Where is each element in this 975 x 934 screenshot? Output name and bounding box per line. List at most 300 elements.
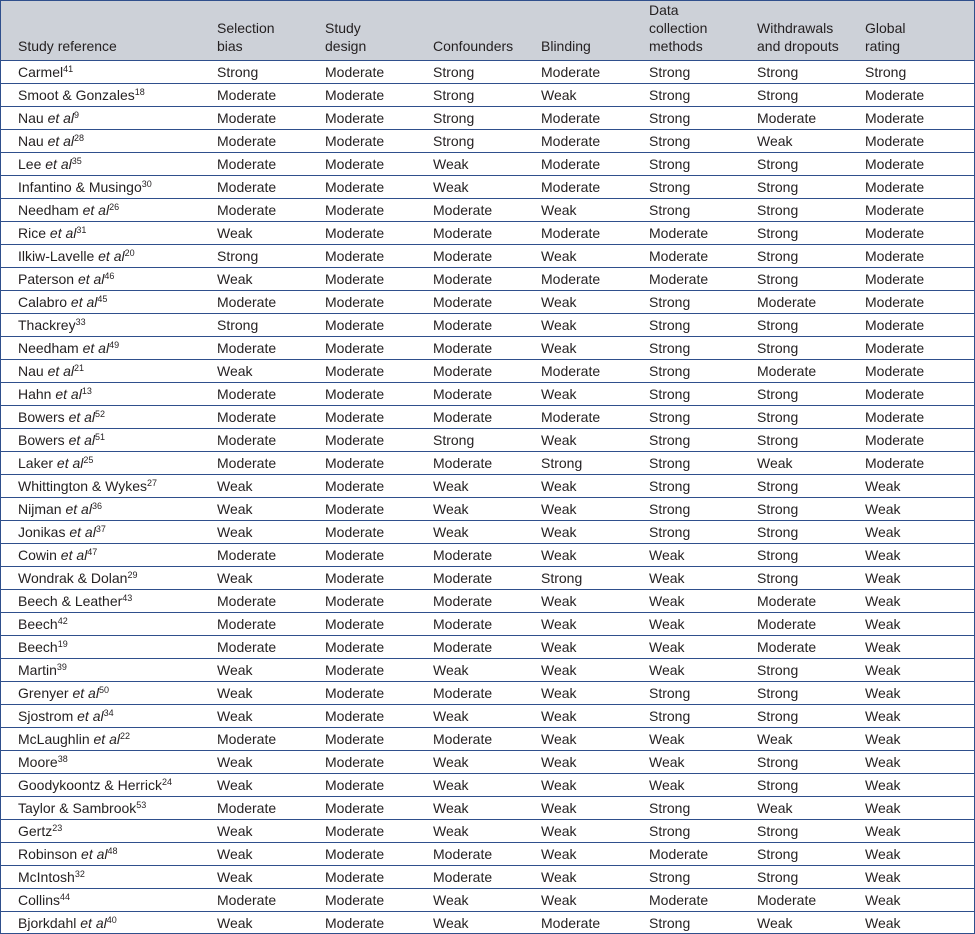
rating-cell: Moderate [416,222,524,245]
rating-cell: Strong [632,199,740,222]
rating-cell: Moderate [416,268,524,291]
table-row [1,337,974,360]
citation-number: 47 [87,547,98,557]
rating-cell: Moderate [416,682,524,705]
rating-cell: Moderate [200,337,308,360]
study-reference-cell [1,659,200,682]
table-row [1,452,974,475]
rating-cell: Weak [848,498,974,521]
et-al-text: et al [72,685,99,701]
rating-cell: Strong [632,866,740,889]
rating-cell: Strong [632,498,740,521]
et-al-text: et al [68,432,96,448]
rating-cell: Weak [416,153,524,176]
rating-cell: Weak [848,567,974,590]
table-row [1,245,974,268]
rating-cell: Weak [848,544,974,567]
rating-cell: Weak [416,889,524,912]
table-row [1,682,974,705]
rating-cell: Weak [524,429,632,452]
table-row [1,498,974,521]
citation-number: 24 [161,777,172,787]
et-al-text: et al [69,524,96,540]
study-reference-cell [1,222,200,245]
rating-cell: Weak [524,613,632,636]
study-reference-cell [1,613,200,636]
rating-cell: Strong [740,659,848,682]
rating-cell: Weak [757,915,793,931]
et-al-text: et al [77,271,105,287]
rating-cell: Strong [632,314,740,337]
study-reference-cell [1,429,200,452]
rating-cell: Moderate [325,915,385,931]
rating-cell: Weak [524,84,632,107]
citation-number: 19 [57,639,68,649]
table-row [1,61,974,84]
rating-cell: Moderate [632,245,740,268]
rating-cell: Moderate [308,429,416,452]
rating-cell: Moderate [740,360,848,383]
rating-cell: Moderate [416,337,524,360]
citation-number: 26 [109,202,120,212]
rating-cell: Moderate [416,728,524,751]
study-author: Lee [18,156,42,172]
citation-number: 46 [104,271,115,281]
rating-cell: Weak [416,820,524,843]
rating-cell: Moderate [848,107,974,130]
table-row [1,107,974,130]
table-row [1,544,974,567]
citation-number: 33 [75,317,86,327]
study-author: Jonikas [18,524,66,540]
rating-cell: Moderate [848,153,974,176]
rating-cell: Moderate [200,797,308,820]
study-reference-cell [1,337,200,360]
citation-number: 34 [103,708,114,718]
rating-cell: Strong [632,107,740,130]
study-reference-cell [1,107,200,130]
et-al-text: et al [81,846,108,862]
column-header: Selection bias [200,1,308,61]
rating-cell: Moderate [200,406,308,429]
rating-cell: Weak [524,245,632,268]
rating-cell: Weak [848,843,974,866]
citation-number: 25 [83,455,94,465]
study-author: Needham [18,340,79,356]
study-author: Nau [18,110,44,126]
rating-cell: Moderate [848,199,974,222]
study-author: McLaughlin [18,731,90,747]
rating-cell: Weak [865,915,901,931]
rating-cell: Moderate [740,107,848,130]
study-author: Thackrey [18,317,76,333]
study-author: Nau [18,133,44,149]
rating-cell: Strong [200,245,308,268]
rating-cell: Weak [632,567,740,590]
rating-cell: Weak [524,590,632,613]
study-reference-cell [1,291,200,314]
rating-cell: Moderate [308,452,416,475]
rating-cell: Weak [632,774,740,797]
table-row [1,153,974,176]
rating-cell: Moderate [416,383,524,406]
citation-number: 39 [56,662,67,672]
rating-cell: Weak [524,843,632,866]
rating-cell: Moderate [308,728,416,751]
rating-cell: Strong [416,61,524,84]
rating-cell: Weak [848,521,974,544]
rating-cell: Moderate [200,590,308,613]
rating-cell: Moderate [524,107,632,130]
study-author: Infantino & Musingo [18,179,142,195]
study-reference-cell [1,912,200,934]
rating-cell: Strong [740,682,848,705]
citation-number: 21 [74,363,85,373]
table-row [1,751,974,774]
rating-cell: Weak [416,705,524,728]
rating-cell: Moderate [416,314,524,337]
rating-cell: Strong [632,360,740,383]
citation-number: 45 [97,294,108,304]
rating-cell: Weak [217,915,253,931]
citation-number: 35 [71,156,82,166]
study-author: Laker [18,455,54,471]
et-al-text: et al [65,501,92,517]
rating-cell: Moderate [848,360,974,383]
et-al-text: et al [47,363,75,379]
rating-cell: Strong [632,820,740,843]
rating-cell: Strong [200,314,308,337]
rating-cell: Weak [524,889,632,912]
et-al-text: et al [56,455,84,471]
citation-number: 41 [63,64,74,74]
rating-cell: Weak [632,590,740,613]
et-al-text: et al [47,133,75,149]
rating-cell: Weak [632,751,740,774]
rating-cell: Moderate [308,176,416,199]
rating-cell: Moderate [848,406,974,429]
et-al-text: et al [98,248,125,264]
rating-cell: Strong [740,866,848,889]
rating-cell: Moderate [308,291,416,314]
rating-cell: Moderate [416,544,524,567]
table-row [1,406,974,429]
table-row [1,705,974,728]
rating-cell: Weak [200,475,308,498]
rating-cell: Strong [416,429,524,452]
rating-cell: Moderate [308,889,416,912]
rating-cell: Moderate [524,153,632,176]
rating-cell: Weak [848,889,974,912]
study-reference-cell [1,498,200,521]
rating-cell: Strong [740,383,848,406]
study-author: Goodykoontz & Herrick [18,777,162,793]
study-author: Beech & Leather [18,593,123,609]
table-row [1,521,974,544]
rating-cell: Strong [740,61,848,84]
rating-cell: Weak [632,659,740,682]
rating-cell: Moderate [200,613,308,636]
rating-cell: Weak [524,751,632,774]
table-row [1,291,974,314]
rating-cell: Weak [200,222,308,245]
rating-cell: Weak [632,544,740,567]
rating-cell: Moderate [200,452,308,475]
table-body [1,61,974,934]
rating-cell: Strong [632,61,740,84]
study-reference-cell [1,245,200,268]
et-al-text: et al [82,202,110,218]
rating-cell: Moderate [308,498,416,521]
rating-cell: Strong [632,406,740,429]
rating-cell: Moderate [308,682,416,705]
citation-number: 28 [74,133,85,143]
citation-number: 27 [147,478,158,488]
rating-cell: Weak [848,682,974,705]
rating-cell: Moderate [308,866,416,889]
rating-cell: Moderate [416,613,524,636]
table-row [1,360,974,383]
rating-cell: Weak [200,567,308,590]
column-header: Study design [308,1,416,61]
rating-cell: Weak [524,314,632,337]
rating-cell: Moderate [308,567,416,590]
rating-cell: Strong [848,61,974,84]
rating-cell: Weak [524,199,632,222]
rating-cell: Moderate [308,153,416,176]
rating-cell: Strong [740,521,848,544]
rating-cell: Weak [848,751,974,774]
et-al-text: et al [93,731,120,747]
rating-cell: Strong [740,475,848,498]
table-row [1,613,974,636]
rating-cell: Moderate [848,176,974,199]
study-author: Sjostrom [18,708,74,724]
rating-cell: Moderate [740,889,848,912]
rating-cell: Weak [740,728,848,751]
rating-cell: Weak [848,590,974,613]
study-reference-cell [1,866,200,889]
citation-number: 20 [124,248,135,258]
citation-number: 38 [57,754,68,764]
table-row [1,84,974,107]
rating-cell: Moderate [740,590,848,613]
study-reference-cell [1,705,200,728]
study-reference-cell [1,843,200,866]
rating-cell: Weak [416,751,524,774]
rating-cell: Moderate [848,245,974,268]
rating-cell: Strong [649,915,691,931]
rating-cell: Moderate [308,383,416,406]
citation-number: 13 [81,386,92,396]
rating-cell: Weak [848,797,974,820]
rating-cell: Weak [632,728,740,751]
rating-cell: Moderate [632,268,740,291]
study-reference-cell [1,84,200,107]
rating-cell: Strong [740,176,848,199]
rating-cell: Strong [740,84,848,107]
rating-cell: Strong [740,774,848,797]
citation-number: 48 [107,846,118,856]
study-author: Needham [18,202,79,218]
study-author: Cowin [18,547,57,563]
rating-cell: Moderate [416,590,524,613]
study-reference-cell [1,889,200,912]
rating-cell: Weak [848,728,974,751]
rating-cell: Strong [632,291,740,314]
rating-cell: Strong [632,705,740,728]
et-al-text: et al [45,156,72,172]
et-al-text: et al [49,225,77,241]
rating-cell: Weak [524,705,632,728]
table-row [1,912,974,934]
rating-cell: Moderate [416,843,524,866]
rating-cell: Weak [200,866,308,889]
rating-cell: Strong [740,199,848,222]
study-reference-cell [1,728,200,751]
table-row [1,889,974,912]
rating-cell: Weak [524,820,632,843]
rating-cell: Weak [416,475,524,498]
rating-cell: Strong [740,153,848,176]
et-al-text: et al [82,340,110,356]
rating-cell: Moderate [200,429,308,452]
rating-cell: Weak [200,820,308,843]
rating-cell: Moderate [308,613,416,636]
study-reference-cell [1,314,200,337]
study-reference-cell [1,176,200,199]
study-reference-cell [1,544,200,567]
study-reference-cell [1,774,200,797]
rating-cell: Strong [632,682,740,705]
rating-cell: Moderate [848,429,974,452]
rating-cell: Weak [416,498,524,521]
table-row [1,774,974,797]
rating-cell: Moderate [308,337,416,360]
rating-cell: Moderate [200,153,308,176]
rating-cell: Moderate [848,222,974,245]
rating-cell: Weak [848,705,974,728]
citation-number: 9 [74,110,80,120]
rating-cell: Moderate [308,84,416,107]
rating-cell: Moderate [308,61,416,84]
rating-cell: Moderate [848,84,974,107]
citation-number: 44 [60,892,71,902]
rating-cell: Weak [200,843,308,866]
rating-cell: Moderate [524,360,632,383]
study-reference-cell [1,521,200,544]
table-row [1,590,974,613]
rating-cell: Moderate [308,659,416,682]
study-reference-cell [1,751,200,774]
study-reference-cell [1,797,200,820]
study-author: Ilkiw-Lavelle [18,248,95,264]
study-author: Gertz [18,823,53,839]
rating-cell: Moderate [416,452,524,475]
rating-cell: Strong [632,130,740,153]
rating-cell: Weak [524,337,632,360]
rating-cell: Moderate [308,314,416,337]
citation-number: 42 [57,616,68,626]
rating-cell: Weak [848,866,974,889]
table-row [1,567,974,590]
rating-cell: Moderate [200,291,308,314]
study-reference-cell [1,567,200,590]
rating-cell: Strong [632,153,740,176]
rating-cell: Moderate [416,866,524,889]
column-header: Global rating [848,1,974,61]
et-al-text: et al [70,294,98,310]
rating-cell: Moderate [308,130,416,153]
rating-cell: Moderate [632,222,740,245]
table-row [1,314,974,337]
rating-cell: Moderate [308,521,416,544]
rating-cell: Weak [200,705,308,728]
rating-cell: Weak [848,774,974,797]
et-al-text: et al [47,110,75,126]
rating-cell: Moderate [740,613,848,636]
study-author: Bowers [18,409,65,425]
rating-cell: Weak [524,383,632,406]
rating-cell: Moderate [308,360,416,383]
rating-cell: Moderate [200,84,308,107]
rating-cell: Moderate [200,199,308,222]
study-author: Bjorkdahl [18,915,77,931]
rating-cell: Weak [524,521,632,544]
rating-cell: Strong [632,521,740,544]
study-author: Beech [18,639,58,655]
study-author: Martin [18,662,57,678]
rating-cell: Weak [524,682,632,705]
table-row [1,866,974,889]
rating-cell: Weak [416,774,524,797]
table-row [1,383,974,406]
rating-cell: Strong [740,498,848,521]
rating-cell: Moderate [308,774,416,797]
rating-cell: Weak [416,176,524,199]
rating-cell: Weak [632,636,740,659]
rating-cell: Weak [200,774,308,797]
rating-cell: Moderate [308,199,416,222]
rating-cell: Strong [524,452,632,475]
study-reference-cell [1,590,200,613]
rating-cell: Weak [524,797,632,820]
citation-number: 22 [119,731,130,741]
rating-cell: Weak [740,130,848,153]
rating-cell: Strong [416,130,524,153]
study-author: Smoot & Gonzales [18,87,135,103]
citation-number: 30 [141,179,152,189]
rating-cell: Moderate [416,360,524,383]
rating-cell: Strong [632,383,740,406]
rating-cell: Weak [524,774,632,797]
study-author: Robinson [18,846,78,862]
study-author: Grenyer [18,685,69,701]
citation-number: 49 [109,340,120,350]
table-row [1,728,974,751]
citation-number: 37 [95,524,106,534]
rating-cell: Weak [524,636,632,659]
study-author: Calabro [18,294,68,310]
rating-cell: Strong [740,843,848,866]
citation-number: 50 [98,685,109,695]
table-row [1,636,974,659]
rating-cell: Weak [200,268,308,291]
study-reference-cell [1,475,200,498]
rating-cell: Moderate [200,889,308,912]
rating-cell: Strong [524,567,632,590]
rating-cell: Moderate [524,61,632,84]
